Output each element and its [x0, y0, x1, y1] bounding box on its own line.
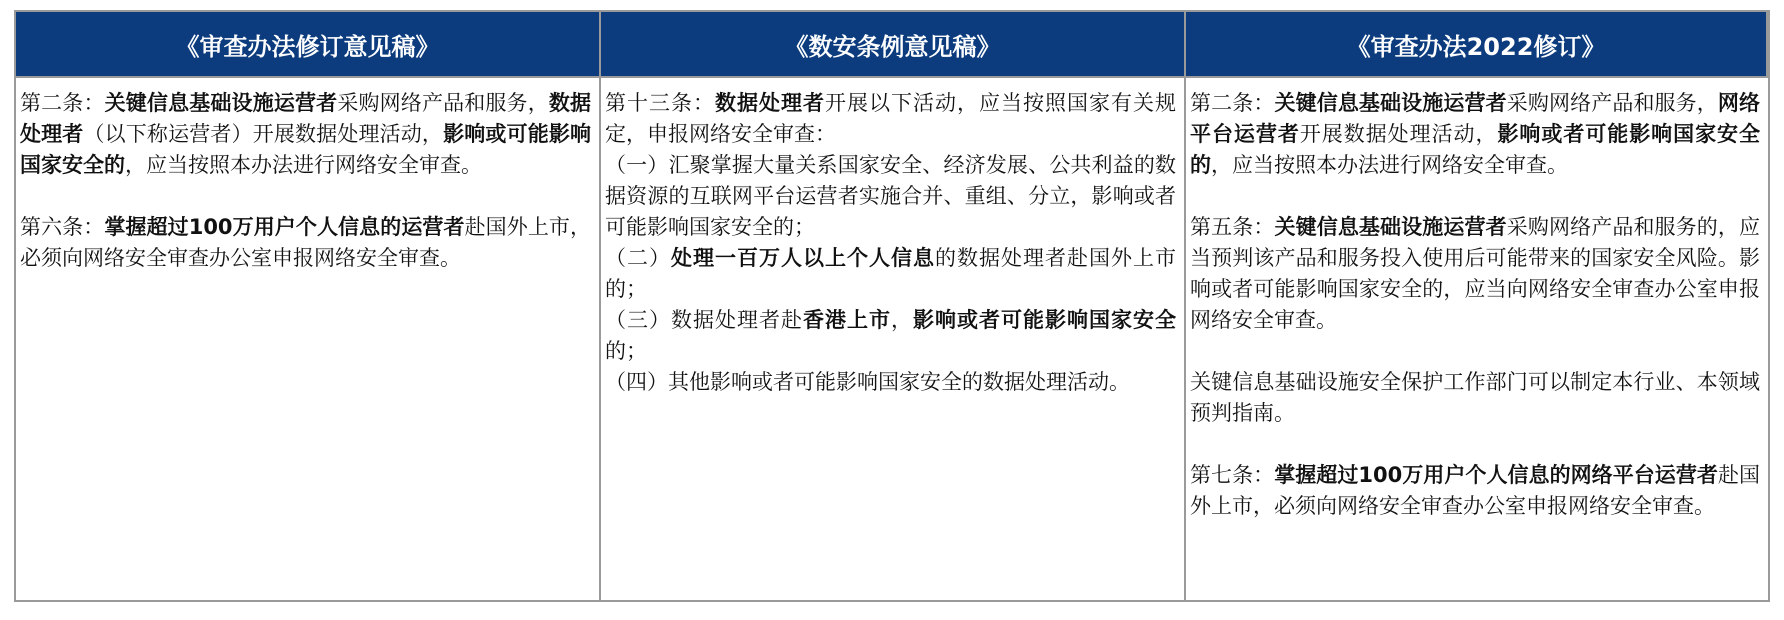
text-run: （四）其他影响或者可能影响国家安全的数据处理活动。 — [605, 370, 1130, 394]
paragraph — [605, 305, 1176, 367]
text-run: 关键信息基础设施安全保护工作部门可以制定本行业、本领域预判指南。 — [1190, 370, 1760, 425]
bold-text-run: 影响或可能影响国家安全的 — [20, 122, 592, 177]
text-run: ，应当按照本办法进行网络安全审查。 — [1211, 153, 1568, 177]
bold-text-run: 数据处理者 — [20, 91, 592, 146]
bold-text-run: 数据处理者 — [715, 91, 825, 115]
text-run: 赴国外上市，必须向网络安全审查办公室申报网络安全审查。 — [20, 215, 592, 270]
paragraph — [20, 212, 591, 274]
text-run: 第五条： — [1190, 215, 1275, 239]
bold-text-run: 掌握超过100万用户个人信息的网络平台运营者 — [1274, 463, 1718, 487]
bold-text-run: 处理一百万人以上个人信息 — [671, 246, 935, 270]
text-run: （一）汇聚掌握大量关系国家安全、经济发展、公共利益的数据资源的互联网平台运营者实施合并、重组、分立，影响或者可能影响国家安全的； — [605, 153, 1176, 239]
bold-text-run: 掌握超过100万用户个人信息的运营者 — [104, 215, 465, 239]
text-run: 的数据处理者赴国外上市 — [935, 246, 1176, 270]
text-run: 采购网络产品和服务的，应当预判该产品和服务投入使用后可能带来的国家安全风险。影响或者可能影响国家安全的，应当向网络安全审查办公室申报网络安全审查。 — [1190, 215, 1761, 332]
bold-text-run: 网络平台运营者 — [1190, 91, 1761, 146]
text-run: 开展以下活动，应当按照国家有关规定，申报网络安全审查： — [605, 91, 1176, 146]
header-cell-2: 《数安条例意见稿》 — [601, 12, 1186, 76]
content-cell-2 — [601, 76, 1186, 600]
text-run: 第七条： — [1190, 463, 1275, 487]
header-cell-1: 《审查办法修订意见稿》 — [16, 12, 601, 76]
text-run: 第二条： — [20, 91, 105, 115]
header-cell-3: 《审查办法2022修订》 — [1186, 12, 1768, 76]
text-run: 第十三条： — [605, 91, 715, 115]
text-run: 赴国外上市，必须向网络安全审查办公室申报网络安全审查。 — [1190, 463, 1760, 518]
paragraph — [1190, 88, 1760, 181]
bold-text-run: 关键信息基础设施运营者 — [1274, 91, 1507, 115]
paragraph — [605, 367, 1176, 398]
text-run: （以下称运营者）开展数据处理活动， — [83, 122, 444, 146]
paragraph — [20, 88, 591, 181]
paragraph — [1190, 367, 1760, 429]
paragraph — [605, 243, 1176, 305]
text-run: 开展数据处理活动， — [1299, 122, 1498, 146]
text-run: ，应当按照本办法进行网络安全审查。 — [125, 153, 482, 177]
paragraph — [1190, 212, 1760, 336]
paragraph — [605, 150, 1176, 243]
text-run: （三）数据处理者赴 — [605, 308, 803, 332]
text-run: 的； — [605, 277, 647, 301]
bold-text-run: 香港上市 — [803, 308, 891, 332]
bold-text-run: 关键信息基础设施运营者 — [1274, 215, 1507, 239]
comparison-table — [14, 10, 1770, 602]
content-cell-3 — [1186, 76, 1768, 600]
text-run: 第二条： — [1190, 91, 1275, 115]
paragraph — [605, 88, 1176, 150]
text-run: 第六条： — [20, 215, 105, 239]
content-cell-1 — [16, 76, 601, 600]
text-run: 的； — [605, 339, 647, 363]
text-run: 采购网络产品和服务， — [337, 91, 549, 115]
bold-text-run: 影响或者可能影响国家安全的 — [1190, 122, 1761, 177]
paragraph — [1190, 460, 1760, 522]
text-run: 采购网络产品和服务， — [1506, 91, 1718, 115]
text-run: ， — [891, 308, 913, 332]
bold-text-run: 影响或者可能影响国家安全 — [913, 308, 1176, 332]
bold-text-run: 关键信息基础设施运营者 — [104, 91, 338, 115]
text-run: （二） — [605, 246, 671, 270]
